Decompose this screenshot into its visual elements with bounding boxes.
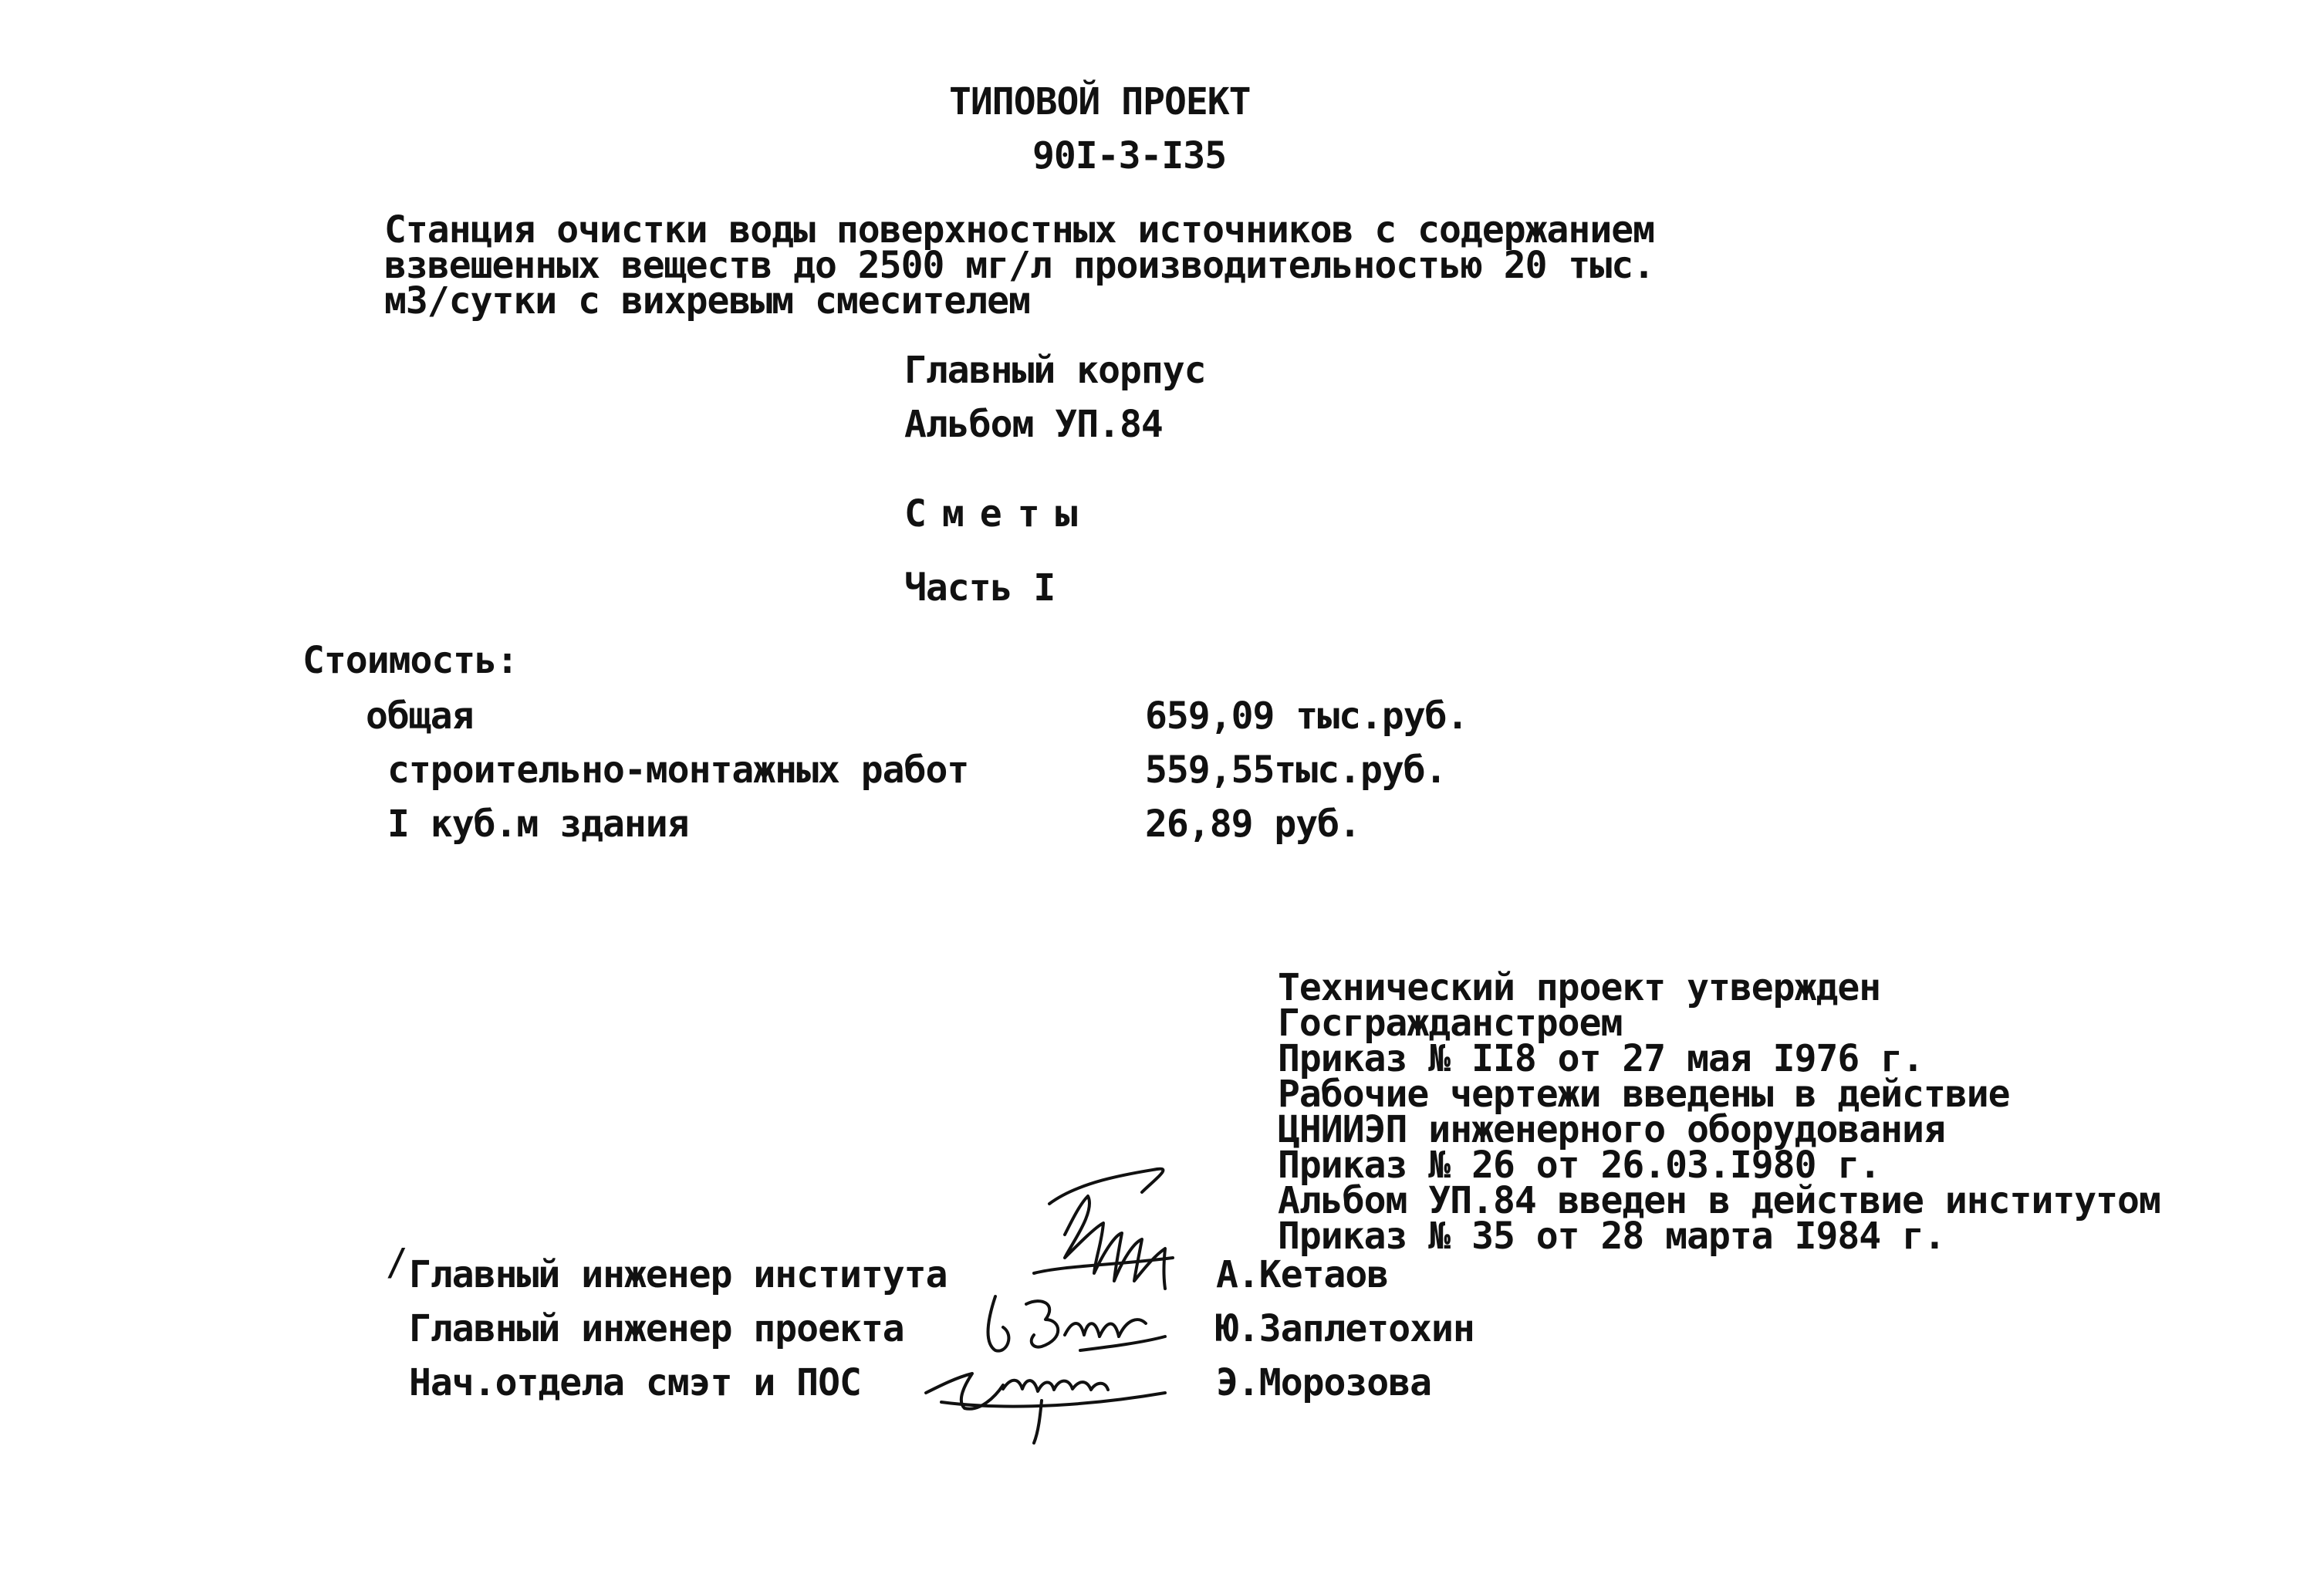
project-number: 90I-3-I35 [1032,134,1227,177]
approval-line: Приказ № II8 от 27 мая I976 г. [1278,1037,1924,1080]
handwritten-signature-head-of-department [910,1347,1188,1447]
part-number: Часть I [904,566,1056,610]
cost-value-construction: 559,55тыс.руб. [1145,749,1447,792]
building-name: Главный корпус [904,349,1206,392]
cost-heading: Стоимость: [302,639,518,682]
approval-line: Технический проект утвержден [1278,966,1881,1009]
description-line: взвешенных веществ до 2500 мг/л производительностью 20 тыс. [384,244,1655,287]
approval-line: ЦНИИЭП инженерного оборудования [1278,1108,1945,1151]
description-line: м3/сутки с вихревым смесителем [384,279,1030,323]
description-line: Станция очистки воды поверхностных источников с содержанием [384,208,1655,252]
cost-value-per-cubic-meter: 26,89 руб. [1145,803,1360,846]
cost-label-per-cubic-meter: I куб.м здания [387,803,689,846]
approval-line: Госгражданстроем [1278,1002,1623,1045]
cost-label-total: общая [366,694,474,738]
approval-line: Альбом УП.84 введен в действие институтом [1278,1179,2160,1222]
signer-name: А.Кетаов [1216,1253,1389,1296]
signer-name: Ю.Заплетохин [1216,1307,1474,1350]
signer-name: Э.Морозова [1216,1361,1431,1404]
cost-value-total: 659,09 тыс.руб. [1145,694,1468,738]
signer-position: Нач.отдела смэт и ПОС [409,1361,861,1404]
album-name: Альбом УП.84 [904,403,1163,446]
signer-position: Главный инженер проекта [409,1307,904,1350]
project-type-title: ТИПОВОЙ ПРОЕКТ [949,80,1251,123]
approval-line: Рабочие чертежи введены в действие [1278,1073,2010,1116]
cost-label-construction: строительно-монтажных работ [387,749,969,792]
approval-line: Приказ № 35 от 28 марта I984 г. [1278,1215,1945,1258]
section-title: Сметы [904,492,1093,536]
signature-tick-mark: / [386,1241,407,1284]
signer-position: Главный инженер института [409,1253,948,1296]
approval-line: Приказ № 26 от 26.03.I980 г. [1278,1144,1881,1187]
